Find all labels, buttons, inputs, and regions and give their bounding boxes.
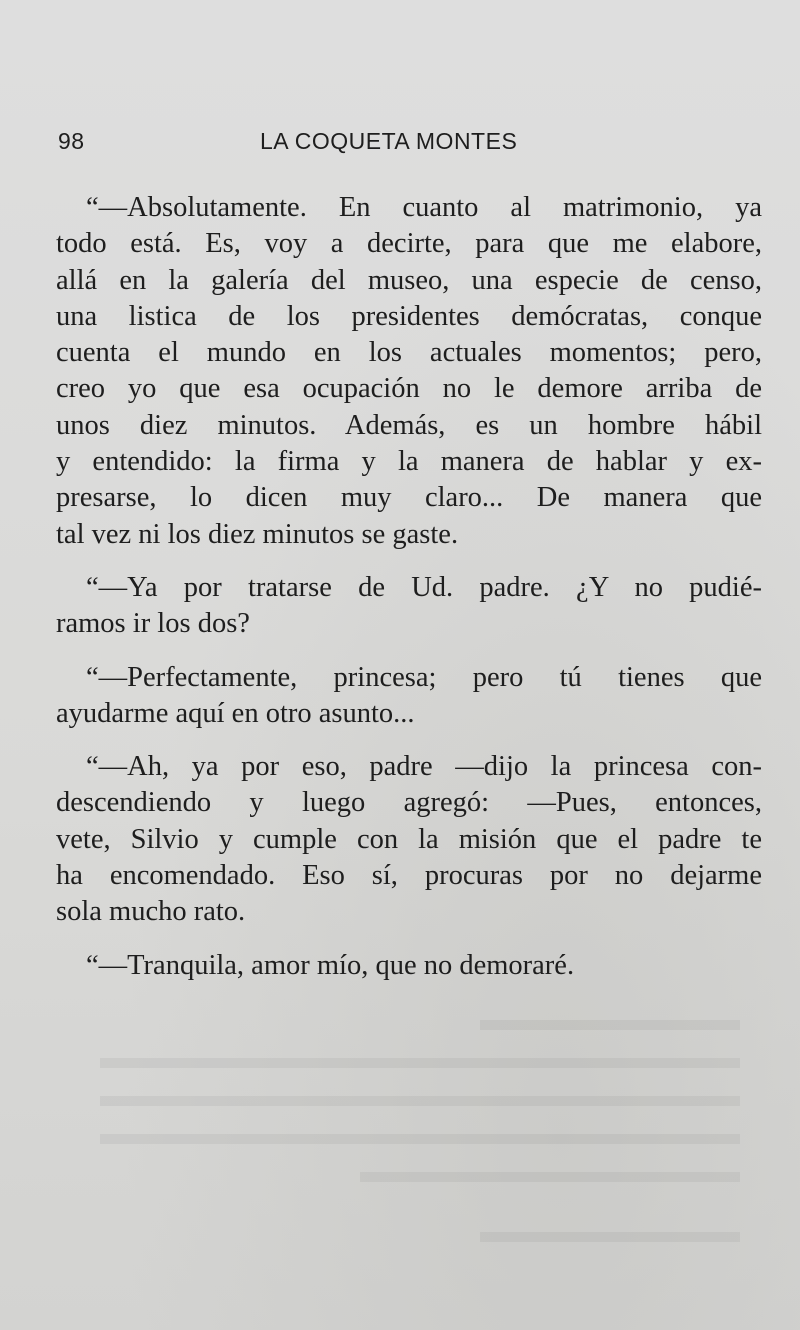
paragraph (56, 948, 762, 984)
text-line: presarse, lo dicen muy claro... De manera que (56, 482, 762, 514)
text-line: ayudarme aquí en otro asunto... (56, 697, 415, 729)
page-number: 98 (58, 128, 85, 154)
text-line: “—Tranquila, amor mío, que no demoraré. (86, 949, 575, 981)
text-line: “—Ah, ya por eso, padre —dijo la princesa con- (86, 751, 762, 783)
body-text (56, 190, 762, 1001)
text-line: sola mucho rato. (56, 896, 246, 928)
text-line: unos diez minutos. Además, es un hombre hábil (56, 409, 762, 441)
paragraph (56, 660, 762, 733)
text-line: allá en la galería del museo, una especie de censo, (56, 264, 762, 296)
text-line: tal vez ni los diez minutos se gaste. (56, 518, 459, 550)
paragraph (56, 570, 762, 643)
text-line: todo está. Es, voy a decirte, para que me elabore, (56, 228, 762, 260)
text-line: vete, Silvio y cumple con la misión que el padre te (56, 823, 762, 855)
text-line: “—Ya por tratarse de Ud. padre. ¿Y no pudié- (86, 571, 762, 603)
text-line: ramos ir los dos? (56, 608, 250, 640)
text-line: “—Perfectamente, princesa; pero tú tienes que (86, 661, 762, 693)
paragraph (56, 190, 762, 553)
paragraph (56, 749, 762, 930)
page-header (58, 128, 758, 158)
bleed-through-text (60, 1000, 760, 1280)
running-title: LA COQUETA MONTES (260, 128, 518, 154)
text-line: creo yo que esa ocupación no le demore arriba de (56, 373, 762, 405)
text-line: ha encomendado. Eso sí, procuras por no dejarme (56, 860, 762, 892)
text-line: y entendido: la firma y la manera de hablar y ex- (56, 446, 762, 478)
text-line: cuenta el mundo en los actuales momentos; pero, (56, 337, 762, 369)
text-line: “—Absolutamente. En cuanto al matrimonio, ya (86, 192, 762, 223)
text-line: una listica de los presidentes demócratas, conque (56, 300, 762, 332)
text-line: descendiendo y luego agregó: —Pues, entonces, (56, 787, 762, 819)
